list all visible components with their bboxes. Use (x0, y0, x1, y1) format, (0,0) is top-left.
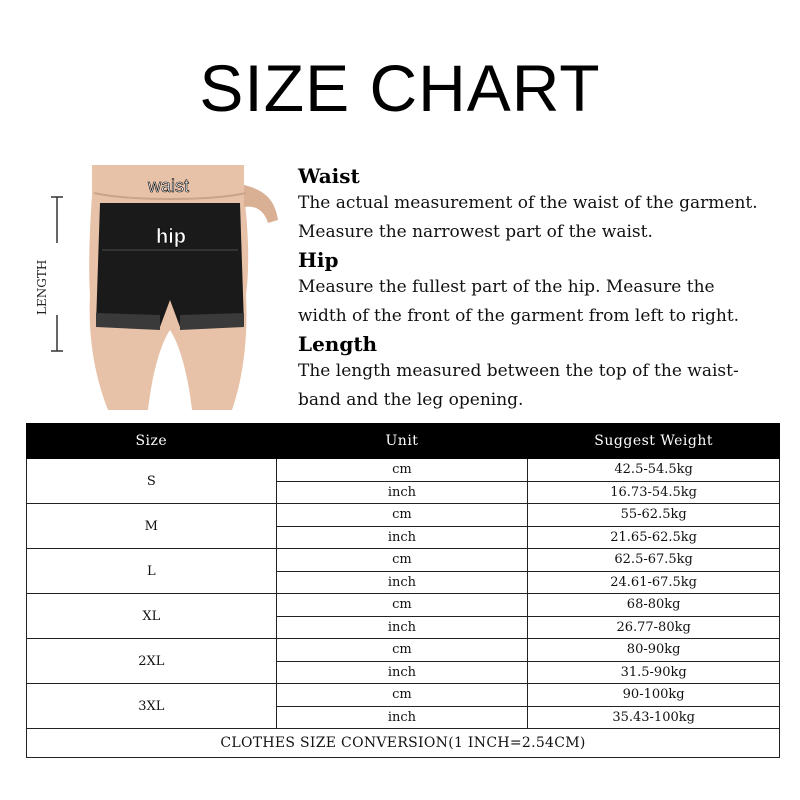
weight-cell: 26.77-80kg (528, 616, 780, 639)
table-header-row (27, 424, 780, 459)
shorts-illustration (30, 165, 290, 415)
size-cell: M (27, 504, 277, 549)
weight-cell: 80-90kg (528, 639, 780, 662)
unit-cell: inch (276, 571, 528, 594)
length-label: LENGTH (35, 259, 49, 315)
section-length (298, 331, 788, 415)
product-figure (30, 165, 290, 415)
unit-cell: inch (276, 706, 528, 729)
waist-label: waist (148, 176, 190, 196)
weight-cell: 31.5-90kg (528, 661, 780, 684)
section-line: width of the front of the garment from left to right. (298, 306, 740, 326)
section-line: Measure the narrowest part of the waist. (298, 222, 653, 242)
size-cell: 2XL (27, 639, 277, 684)
section-line: The actual measurement of the waist of the garment. (298, 193, 758, 213)
arm (244, 185, 278, 223)
unit-cell: inch (276, 616, 528, 639)
hip-label: hip (156, 226, 186, 248)
size-cell: S (27, 459, 277, 504)
section-line: The length measured between the top of the waist- (298, 361, 739, 381)
section-waist (298, 163, 788, 247)
section-line: Measure the fullest part of the hip. Measure the (298, 277, 715, 297)
page-title: SIZE CHART (199, 51, 601, 125)
unit-cell: cm (276, 504, 528, 527)
table-footer-row (27, 729, 780, 758)
header-weight: Suggest Weight (528, 424, 780, 459)
weight-cell: 55-62.5kg (528, 504, 780, 527)
unit-cell: cm (276, 549, 528, 572)
unit-cell: cm (276, 594, 528, 617)
unit-cell: inch (276, 526, 528, 549)
table-row (27, 594, 780, 617)
measurement-guide (298, 163, 788, 415)
weight-cell: 21.65-62.5kg (528, 526, 780, 549)
unit-cell: inch (276, 661, 528, 684)
weight-cell: 90-100kg (528, 684, 780, 707)
weight-cell: 62.5-67.5kg (528, 549, 780, 572)
table-row (27, 504, 780, 527)
table-row (27, 459, 780, 482)
table-row (27, 684, 780, 707)
weight-cell: 42.5-54.5kg (528, 459, 780, 482)
size-cell: L (27, 549, 277, 594)
weight-cell: 24.61-67.5kg (528, 571, 780, 594)
header-unit: Unit (276, 424, 528, 459)
weight-cell: 16.73-54.5kg (528, 481, 780, 504)
unit-cell: cm (276, 459, 528, 482)
section-line: band and the leg opening. (298, 390, 524, 410)
weight-cell: 68-80kg (528, 594, 780, 617)
size-table (26, 423, 780, 758)
section-hip (298, 247, 788, 331)
unit-cell: cm (276, 639, 528, 662)
header-size: Size (27, 424, 277, 459)
unit-cell: inch (276, 481, 528, 504)
size-cell: XL (27, 594, 277, 639)
section-heading: Waist (298, 164, 360, 188)
weight-cell: 35.43-100kg (528, 706, 780, 729)
unit-cell: cm (276, 684, 528, 707)
table-row (27, 639, 780, 662)
size-cell: 3XL (27, 684, 277, 729)
section-heading: Hip (298, 248, 339, 272)
conversion-note: CLOTHES SIZE CONVERSION(1 INCH=2.54CM) (27, 729, 780, 758)
section-heading: Length (298, 332, 378, 356)
table-row (27, 549, 780, 572)
